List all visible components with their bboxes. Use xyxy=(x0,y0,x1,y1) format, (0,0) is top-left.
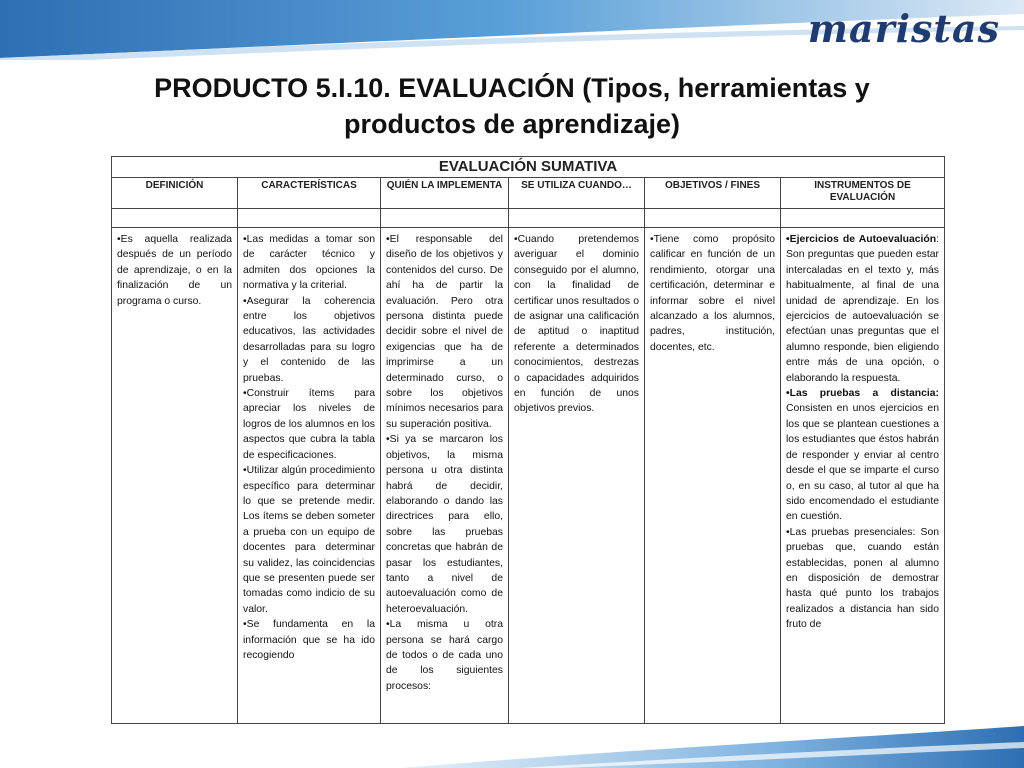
instrumento-text: : Son preguntas que pueden estar intercaladas en el texto y, más habitualmente, al final de una unidad de aprendizaje. En los ejercicios de autoevaluación se efectúan unas preguntas que el alumno responde, bien eligiendo entre más de una opción, o elaborando la respuesta. xyxy=(786,234,939,384)
cell-definicion xyxy=(112,228,238,724)
table-spacer-row xyxy=(112,209,944,228)
instrumento-item xyxy=(786,386,939,525)
cell-objetivos xyxy=(645,228,781,724)
column-header-instrumentos: INSTRUMENTOS DE EVALUACIÓN xyxy=(814,180,911,203)
cell-quien xyxy=(381,228,509,724)
cuando-text: •Cuando pretendemos averiguar el dominio conseguido por el alumno, con la finalidad de certificar unos resultados o de asignar una calificación de aptitud o inaptitud referente a determinados conocimientos, destrezas o capacidades adquiridos en función de unos objetivos previos. xyxy=(514,234,639,415)
evaluation-table xyxy=(111,156,945,724)
cell-cuando xyxy=(509,228,645,724)
table-heading: EVALUACIÓN SUMATIVA xyxy=(112,157,944,178)
cell-caracteristicas xyxy=(238,228,381,724)
caracteristica-item: •Las medidas a tomar son de carácter técnico y admiten dos opciones la normativa y la criterial. xyxy=(243,234,375,292)
title-line-2: productos de aprendizaje) xyxy=(343,109,681,139)
table-column-headers xyxy=(112,178,944,209)
quien-item: •El responsable del diseño de los objetivos y contenidos del curso. De ahí ha de partir la evaluación. Pero otra persona distinta puede decidir sobre el nivel de exigencias que ha de imprimirse a un determinado curso, o sobre los objetivos mínimos necesarios para su superación positiva. xyxy=(386,234,503,430)
caracteristica-item: •Utilizar algún procedimiento específico para determinar lo que se pretende medir. Los ítems se deben someter a prueba con un equipo de docentes para determinar su validez, las coincidencias que se presenten puede ser tomadas como indicio de su valor. xyxy=(243,465,375,615)
cell-instrumentos xyxy=(781,228,944,724)
caracteristica-item: •Construir ítems para apreciar los niveles de logros de los alumnos en los aspectos que cubra la tabla de especificaciones. xyxy=(243,388,375,461)
column-header-definicion: DEFINICIÓN xyxy=(112,178,238,208)
definicion-text: •Es aquella realizada después de un período de aprendizaje, o en la finalización de un programa o curso. xyxy=(117,234,232,307)
caracteristica-item: •Asegurar la coherencia entre los objetivos educativos, las actividades desarrolladas para su logro y el contenido de las pruebas. xyxy=(243,295,375,384)
column-header-caracteristicas: CARACTERÍSTICAS xyxy=(238,178,381,208)
instrumento-item xyxy=(786,232,939,386)
caracteristica-item: •Se fundamenta en la información que se ha ido recogiendo xyxy=(243,619,375,661)
table-row xyxy=(112,228,944,724)
objetivos-text: •Tiene como propósito calificar en función de un rendimiento, otorgar una certificación, determinar e informar sobre el nivel alcanzado a los alumnos, padres, institución, docentes, etc. xyxy=(650,234,775,353)
instrumento-label: •Ejercicios de Autoevaluación xyxy=(786,234,937,245)
column-header-cuando: SE UTILIZA CUANDO… xyxy=(509,178,645,208)
quien-item: •La misma u otra persona se hará cargo de todos o de cada uno de los siguientes procesos: xyxy=(386,619,503,692)
instrumento-text: Consisten en unos ejercicios en los que se plantean cuestiones a los estudiantes que éstos habrán de responder y enviar al centro desde el que se imparte el curso o, en su caso, al tutor al que ha sido encomendado el estudiante en cuestión. xyxy=(786,403,939,523)
instrumento-label: •Las pruebas a distancia: xyxy=(786,388,939,400)
maristas-logo: maristas xyxy=(807,6,1000,51)
column-header-objetivos: OBJETIVOS / FINES xyxy=(645,178,781,208)
quien-item: •Si ya se marcaron los objetivos, la misma persona u otra distinta habrá de decidir, elaborando o dando las directrices para ello, sobre las pruebas concretas que habrán de pasar los estudiantes, tanto a nivel de autoevaluación como de heteroevaluación. xyxy=(386,434,503,615)
instrumento-item: •Las pruebas presenciales: Son pruebas que, cuando están establecidas, ponen al alumno en disposición de demostrar hasta qué punto los trabajos realizados a distancia han sido fruto de xyxy=(786,526,939,631)
page-title xyxy=(0,70,1024,142)
title-line-1: PRODUCTO 5.I.10. EVALUACIÓN (Tipos, herramientas y xyxy=(154,73,870,103)
column-header-quien: QUIÉN LA IMPLEMENTA xyxy=(381,178,509,208)
